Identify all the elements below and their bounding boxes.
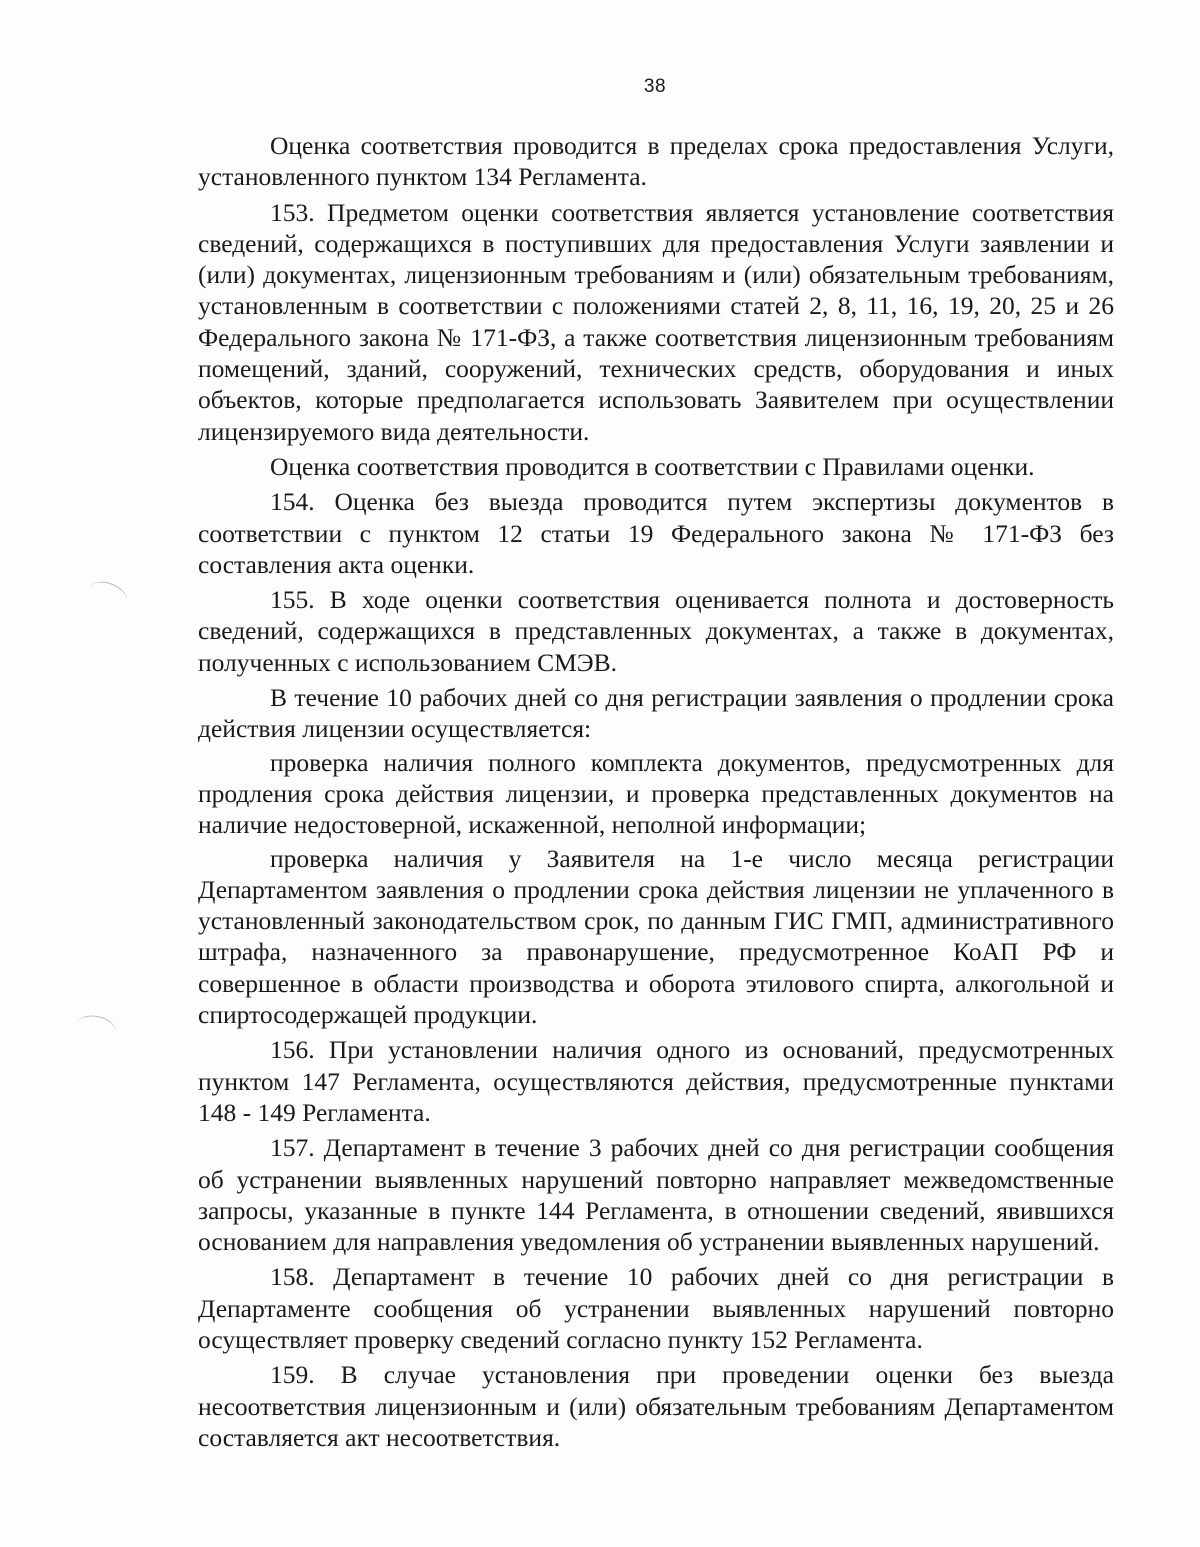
paragraph-assessment-rules: Оценка соответствия проводится в соответствии с Правилами оценки.	[270, 451, 1035, 481]
paragraph-document-check: проверка наличия полного комплекта документов, предусмотренных для продления срока действия лицензии, и проверка представленных документов на наличие недостоверной, искаженной, неполной информации;	[198, 747, 1114, 840]
document-body	[198, 130, 1114, 1457]
scan-artifact-mark	[85, 576, 131, 614]
paragraph-159: 159. В случае установления при проведении оценки без выезда несоответствия лицензионным и (или) обязательным требованиям Департаментом составляется акт несоответствия.	[198, 1360, 1114, 1452]
paragraph-155: 155. В ходе оценки соответствия оценивается полнота и достоверность сведений, содержащихся в представленных документах, а также в документах, полученных с использованием СМЭВ.	[198, 585, 1114, 677]
paragraph-157: 157. Департамент в течение 3 рабочих дней со дня регистрации сообщения об устранении выявленных нарушений повторно направляет межведомственные запросы, указанные в пункте 144 Регламента, в отношении сведений, явившихся основанием для направления уведомления об устранении выявленных нарушений.	[198, 1133, 1114, 1257]
paragraph-assessment-period: Оценка соответствия проводится в пределах срока предоставления Услуги, установленного пунктом 134 Регламента.	[198, 131, 1114, 192]
paragraph-158: 158. Департамент в течение 10 рабочих дней со дня регистрации в Департаменте сообщения об устранении выявленных нарушений повторно осуществляет проверку сведений согласно пункту 152 Регламента.	[198, 1262, 1114, 1354]
paragraph-fine-check: проверка наличия у Заявителя на 1-е число месяца регистрации Департаментом заявления о продлении срока действия лицензии не уплаченного в установленный законодательством срок, по данным ГИС ГМП, административного штрафа, назначенного за правонарушение, предусмотренное КоАП РФ и совершенное в области производства и оборота этилового спирта, алкогольной и спиртосодержащей продукции.	[198, 843, 1114, 1030]
paragraph-156: 156. При установлении наличия одного из оснований, предусмотренных пунктом 147 Регламента, осуществляются действия, предусмотренные пунктами 148 - 149 Регламента.	[198, 1035, 1114, 1127]
page-number: 38	[643, 76, 667, 97]
scan-artifact-mark	[74, 1012, 118, 1045]
paragraph-153: 153. Предметом оценки соответствия является установление соответствия сведений, содержащихся в поступивших для предоставления Услуги заявлении и (или) документах, лицензионным требованиям и (или) обязательным требованиям, установленным в соответствии с положениями статей 2, 8, 11, 16, 19, 20, 25 и 26 Федерального закона № 171-ФЗ, а также соответствия лицензионным требованиям помещений, зданий, сооружений, технических средств, оборудования и иных объектов, которые предполагается использовать Заявителем при осуществлении лицензируемого вида деятельности.	[198, 197, 1114, 446]
paragraph-10-days: В течение 10 рабочих дней со дня регистрации заявления о продлении срока действия лицензии осуществляется:	[198, 683, 1114, 744]
paragraph-154: 154. Оценка без выезда проводится путем экспертизы документов в соответствии с пунктом 12 статьи 19 Федерального закона № 171-ФЗ без составления акта оценки.	[198, 487, 1114, 579]
